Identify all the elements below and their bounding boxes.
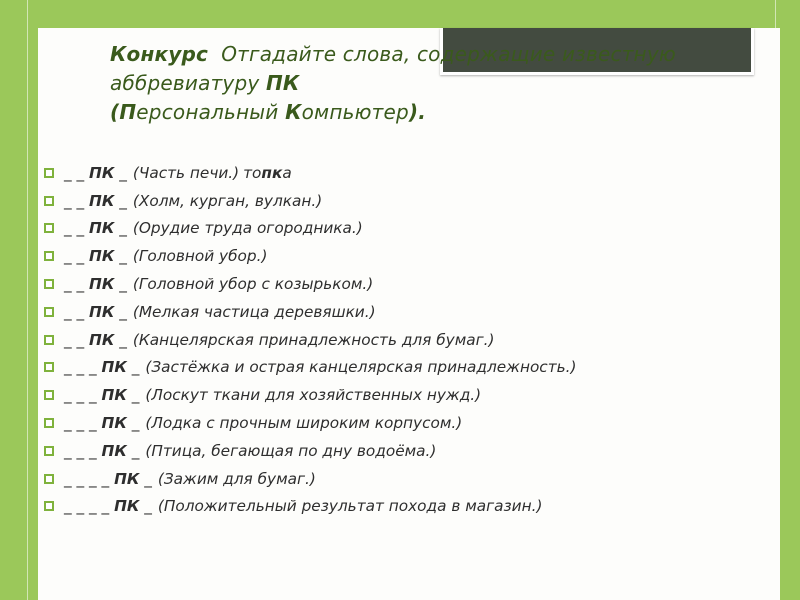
title-p-letter: П [119, 100, 137, 124]
title-bold-word: Конкурс [110, 42, 209, 66]
title-k-rest: омпьютер [301, 100, 409, 124]
item-abbr: ПК [101, 386, 127, 405]
item-blanks: _ _ _ [64, 414, 97, 433]
item-blanks: _ _ _ _ [64, 497, 110, 516]
item-answer [243, 164, 292, 182]
square-bullet-icon [44, 196, 54, 206]
item-abbr: ПК [89, 247, 115, 266]
square-bullet-icon [44, 279, 54, 289]
square-bullet-icon [44, 390, 54, 400]
item-abbr: ПК [101, 358, 127, 377]
answer-post: а [282, 163, 292, 182]
item-tail-blank: _ [119, 163, 127, 182]
item-hint: (Холм, курган, вулкан.) [132, 191, 323, 210]
square-bullet-icon [44, 362, 54, 372]
item-hint: (Головной убор с козырьком.) [132, 275, 374, 294]
item-hint: (Птица, бегающая по дну водоёма.) [145, 441, 437, 460]
list-item [44, 493, 744, 521]
list-item [44, 381, 744, 409]
item-hint: (Застёжка и острая канцелярская принадлежность.) [145, 358, 577, 377]
item-tail-blank: _ [144, 497, 152, 516]
item-hint: (Лоскут ткани для хозяйственных нужд.) [145, 386, 482, 405]
item-hint: (Часть печи.) [132, 163, 240, 182]
list-item [44, 215, 744, 243]
list-item [44, 159, 744, 187]
square-bullet-icon [44, 223, 54, 233]
square-bullet-icon [44, 251, 54, 261]
slide-title [110, 40, 710, 127]
item-abbr: ПК [89, 163, 115, 182]
item-tail-blank: _ [144, 469, 152, 488]
list-item [44, 437, 744, 465]
list-item [44, 298, 744, 326]
title-paren-close: ). [408, 100, 427, 124]
item-blanks: _ _ _ _ [64, 469, 110, 488]
item-abbr: ПК [89, 302, 115, 321]
list-item [44, 354, 744, 382]
square-bullet-icon [44, 418, 54, 428]
frame-line-left [27, 0, 28, 600]
item-abbr: ПК [89, 330, 115, 349]
list-item [44, 242, 744, 270]
list-item [44, 465, 744, 493]
square-bullet-icon [44, 307, 54, 317]
item-tail-blank: _ [119, 247, 127, 266]
item-hint: (Канцелярская принадлежность для бумаг.) [132, 330, 495, 349]
item-abbr: ПК [101, 414, 127, 433]
item-hint: (Положительный результат похода в магазин.) [157, 497, 543, 516]
item-abbr: ПК [101, 441, 127, 460]
item-hint: (Орудие труда огородника.) [132, 219, 363, 238]
answer-abbr: пк [261, 163, 283, 182]
item-blanks: _ _ [64, 275, 85, 294]
item-abbr: ПК [89, 191, 115, 210]
square-bullet-icon [44, 168, 54, 178]
item-blanks: _ _ [64, 330, 85, 349]
item-blanks: _ _ _ [64, 441, 97, 460]
answer-pre: то [243, 163, 262, 182]
item-abbr: ПК [114, 469, 140, 488]
item-tail-blank: _ [131, 441, 140, 460]
item-hint: (Головной убор.) [132, 247, 268, 266]
item-tail-blank: _ [131, 386, 140, 405]
item-hint: (Зажим для бумаг.) [157, 469, 316, 488]
riddle-list [44, 159, 744, 520]
item-blanks: _ _ _ [64, 386, 97, 405]
title-paren-open: ( [110, 100, 120, 124]
item-blanks: _ _ [64, 302, 85, 321]
item-abbr: ПК [114, 497, 140, 516]
item-tail-blank: _ [119, 275, 127, 294]
list-item [44, 270, 744, 298]
item-tail-blank: _ [131, 358, 140, 377]
item-blanks: _ _ [64, 191, 85, 210]
square-bullet-icon [44, 501, 54, 511]
title-abbr: ПК [265, 71, 300, 95]
item-tail-blank: _ [131, 414, 140, 433]
list-item [44, 326, 744, 354]
square-bullet-icon [44, 474, 54, 484]
square-bullet-icon [44, 335, 54, 345]
item-abbr: ПК [89, 219, 115, 238]
list-item [44, 409, 744, 437]
title-text: Отгадайте слова, содержащие известную аббревиатуру [110, 42, 676, 95]
item-hint: (Мелкая частица деревяшки.) [132, 302, 376, 321]
item-tail-blank: _ [119, 219, 127, 238]
list-item [44, 187, 744, 215]
item-blanks: _ _ _ [64, 358, 97, 377]
item-tail-blank: _ [119, 302, 127, 321]
square-bullet-icon [44, 446, 54, 456]
item-blanks: _ _ [64, 247, 85, 266]
title-p-rest: ерсональный [136, 100, 279, 124]
item-hint: (Лодка с прочным широким корпусом.) [145, 414, 463, 433]
item-tail-blank: _ [119, 330, 127, 349]
title-k-letter: К [285, 100, 302, 124]
item-blanks: _ _ [64, 163, 85, 182]
item-abbr: ПК [89, 275, 115, 294]
item-tail-blank: _ [119, 191, 127, 210]
item-blanks: _ _ [64, 219, 85, 238]
